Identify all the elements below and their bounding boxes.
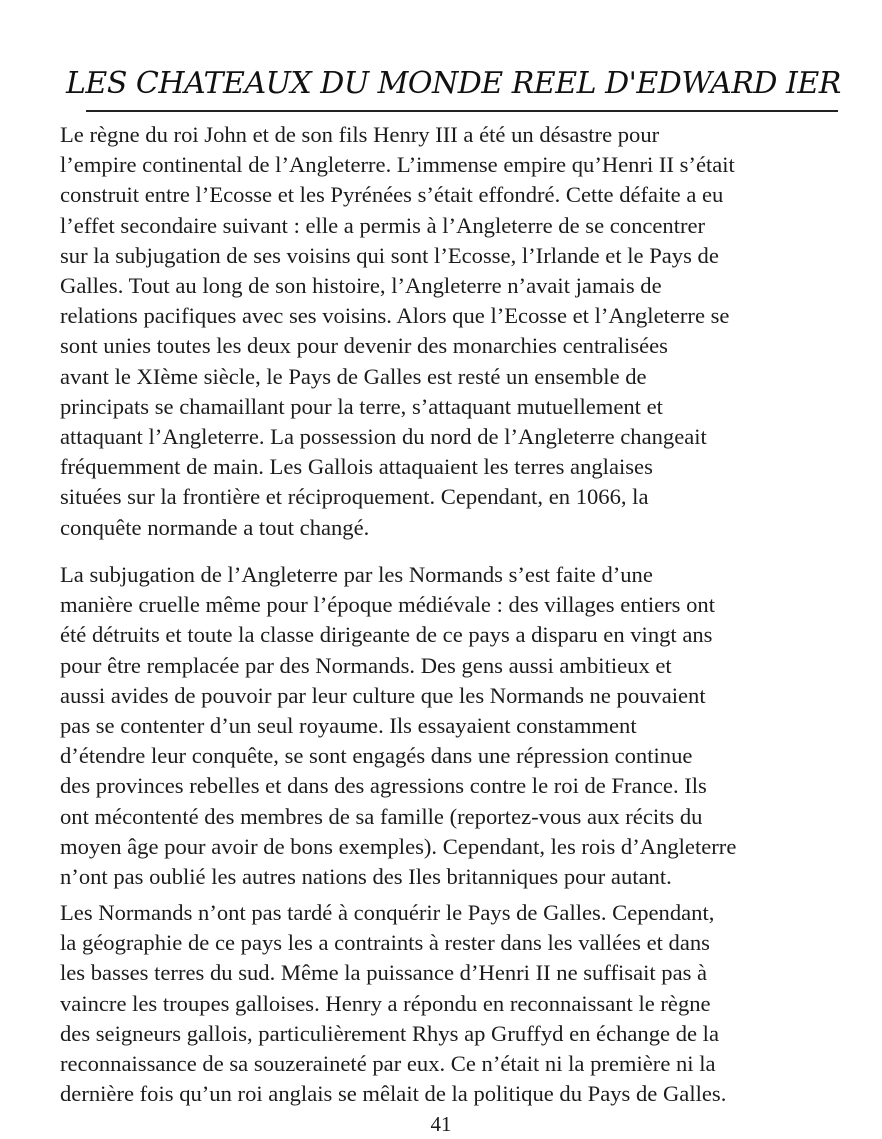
- text-line: les basses terres du sud. Même la puissance d’Henri II ne suffisait pas à: [60, 960, 708, 986]
- text-line: l’empire continental de l’Angleterre. L’immense empire qu’Henri II s’était: [60, 152, 735, 178]
- text-line: pas se contenter d’un seul royaume. Ils essayaient constamment: [60, 713, 637, 739]
- text-line: situées sur la frontière et réciproquement. Cependant, en 1066, la: [60, 484, 649, 510]
- text-line: dernière fois qu’un roi anglais se mêlait de la politique du Pays de Galles.: [60, 1081, 727, 1107]
- text-line: la géographie de ce pays les a contraints à rester dans les vallées et dans: [60, 930, 710, 956]
- text-line: principats se chamaillant pour la terre, s’attaquant mutuellement et: [60, 393, 663, 419]
- text-line: vaincre les troupes galloises. Henry a répondu en reconnaissant le règne: [60, 990, 711, 1016]
- text-line: construit entre l’Ecosse et les Pyrénées s’était effondré. Cette défaite a eu: [60, 182, 724, 208]
- text-line: aussi avides de pouvoir par leur culture que les Normands ne pouvaient: [60, 682, 706, 708]
- text-line: conquête normande a tout changé.: [60, 514, 370, 540]
- text-line: fréquemment de main. Les Gallois attaquaient les terres anglaises: [60, 454, 653, 480]
- text-line: ont mécontenté des membres de sa famille (reportez-vous aux récits du: [60, 803, 703, 829]
- text-line: Galles. Tout au long de son histoire, l’Angleterre n’avait jamais de: [60, 273, 662, 299]
- paragraph: [60, 560, 736, 892]
- paragraph: [60, 120, 735, 543]
- text-line: des seigneurs gallois, particulièrement Rhys ap Gruffyd en échange de la: [60, 1020, 719, 1046]
- text-line: relations pacifiques avec ses voisins. Alors que l’Ecosse et l’Angleterre se: [60, 303, 730, 329]
- text-line: l’effet secondaire suivant : elle a permis à l’Angleterre de se concentrer: [60, 212, 706, 238]
- page-title: LES CHATEAUX DU MONDE REEL D'EDWARD IER: [66, 66, 841, 101]
- text-line: attaquant l’Angleterre. La possession du nord de l’Angleterre changeait: [60, 424, 707, 450]
- text-line: sont unies toutes les deux pour devenir des monarchies centralisées: [60, 333, 668, 359]
- text-line: manière cruelle même pour l’époque médiévale : des villages entiers ont: [60, 592, 715, 618]
- text-line: Le règne du roi John et de son fils Henry III a été un désastre pour: [60, 122, 660, 147]
- text-line: été détruits et toute la classe dirigeante de ce pays a disparu en vingt ans: [60, 622, 713, 648]
- text-line: n’ont pas oublié les autres nations des Iles britanniques pour autant.: [60, 864, 672, 890]
- title-underline: [86, 110, 838, 112]
- text-line: moyen âge pour avoir de bons exemples). Cependant, les rois d’Angleterre: [60, 833, 737, 859]
- text-line: d’étendre leur conquête, se sont engagés dans une répression continue: [60, 743, 693, 769]
- text-line: reconnaissance de sa souzeraineté par eux. Ce n’était ni la première ni la: [60, 1051, 716, 1077]
- paragraph: [60, 898, 726, 1109]
- page-number: 41: [430, 1112, 452, 1136]
- text-line: La subjugation de l’Angleterre par les Normands s’est faite d’une: [60, 562, 653, 587]
- text-line: Les Normands n’ont pas tardé à conquérir le Pays de Galles. Cependant,: [60, 900, 715, 925]
- text-line: des provinces rebelles et dans des agressions contre le roi de France. Ils: [60, 773, 707, 799]
- text-line: pour être remplacée par des Normands. Des gens aussi ambitieux et: [60, 652, 672, 678]
- text-line: avant le XIème siècle, le Pays de Galles est resté un ensemble de: [60, 363, 647, 389]
- text-line: sur la subjugation de ses voisins qui sont l’Ecosse, l’Irlande et le Pays de: [60, 242, 719, 268]
